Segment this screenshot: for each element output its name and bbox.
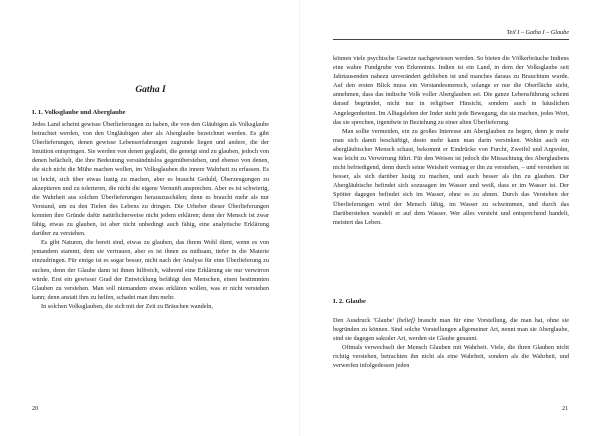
left-body-text (32, 120, 269, 311)
text-run: braucht man für eine Vorstellung, die man hat, ohne sie begründen zu können. Sind solche Vorstellungen allgemeiner Art, nennt man sie Aberglaube, sind sie dagegen sakraler Art, werden sie Glaube genannt. (333, 317, 570, 343)
header-rule (333, 39, 569, 40)
emphasis-text: (belief) (396, 317, 415, 324)
paragraph: Oftmals verwechselt der Mensch Glauben mit Wahrheit. Viele, die ihren Glauben nicht richtig verstehen, betrachten ihn nicht als eine Wahrheit, sondern als die Wahrheit, und verwerfen infolgedessen jeden (333, 344, 569, 370)
paragraph: In solchen Volksglauben, die sich mit der Zeit zu Bräuchen wandeln, (41, 302, 213, 310)
right-body-text-bottom (333, 316, 569, 371)
paragraph: Es gibt Naturen, die bereit sind, etwas zu glauben, das ihrem Wohl dient, wenn es von jemandem stammt, dem sie vertrauen, aber es ist ihnen zu mühsam, tiefer in die Materie einzudringen. Für einige ist es sogar besser, nicht nach der Analyse für eine Überlieferung zu suchen, denn der Glaube dann ist ihnen hilfreich, während eine Erklärung sie nur verwirren würde. Erst ein gewisser Grad der Entwicklung befähigt den Menschen, einen bestimmten Glauben zu verstehen. Man soll niemandem etwas erklären wollen, was er nicht verstehen kann; denn anstatt ihm zu helfen, schadet man ihm mehr. (32, 239, 269, 301)
book-gutter (299, 0, 300, 436)
paragraph: Man sollte vermeiden, ein zu großes Interesse am Aberglauben zu hegen, denn je mehr man sich damit beschäftigt, desto mehr kann man darin versinken. Wohin auch ein abergläubischer Mensch schaut, bekommt er Eindrücke von Furcht, Zweifel und Argwohn, was leicht zu Verwirrung führt. Für den Weisen ist jedoch die Missachtung des Aberglaubens nicht befriedigend, denn durch seine Weisheit vermag er ihn zu verstehen, – und verstehen ist besser, als sich darüber lustig zu machen, und auch besser als ihn zu glauben. Der Abergläubische befindet sich sozusagen im Wasser und weiß, dass er im Wasser ist. Der Spötter dagegen befindet sich im Wasser, ohne es zu ahnen. Durch das Verstehen der Überlieferungen wird der Mensch fähig, im Wasser zu schwimmen, und durch das Darüberstehen wandelt er auf dem Wasser. Wer alles versteht und entsprechend handelt, meistert das Leben. (333, 127, 569, 226)
section-heading-1: I. 1. Volksglaube und Aberglaube (32, 109, 126, 116)
text-run: Den Ausdruck 'Glaube' (333, 317, 397, 324)
page-number-right: 21 (562, 405, 569, 412)
right-body-text-top (333, 54, 569, 227)
page-number-left: 20 (32, 405, 39, 412)
paragraph: Jedes Land scheint gewisse Überlieferungen zu haben, die von den Gläubigen als Volksglaube betrachtet werden, von den Ungläubigen aber als Aberglaube bezeichnet werden. Es gibt Überlieferungen, denen gewisse Lebenserfahrungen zugrunde liegen und andere, die der Intuition entspringen. Sie werden von denen geglaubt, die geneigt sind zu glauben, jedoch von denen belächelt, die ihre Bedeutung verständnislos gegenüberstehen, und ebenso von denen, die sich nicht die Mühe machen wollen, im Volksglauben die innere Wahrheit zu erfassen. Es ist leicht, sich über etwas lustig zu machen, aber es braucht Geduld, Überzeugungen zu akzeptieren und zu tolerieren, die nicht die eigene Vernunft ansprechen. Aber es ist schwierig, die Wahrheit aus solchen Überlieferungen herauszuschälen; denn es braucht mehr als nur Verstand, um zu den Tiefen des Lebens zu dringen. Die Urheber dieser Überlieferungen konnten ihre Gründe dafür natürlicherweise nicht jedem erklären; denn der Mensch ist zwar fähig, etwas zu glauben, ist aber nicht unbedingt auch fähig, eine analytische Erklärung darüber zu verstehen. (32, 121, 269, 238)
paragraph: können viele psychische Gesetze nachgewiesen werden. So bieten die Völkerbräuche Indiens eine wahre Fundgrube von Erkenntnis. Indien ist ein Land, in dem der Volksglaube seit Jahrtausenden nahezu unverändert geblieben ist und manches daraus zu Brauchtum wurde. Auf den ersten Blick muss ein Verstandesmensch, solange er nur die Oberfläche sieht, annehmen, dass das indische Volk voller Aberglauben sei. Die ganze Lebensführung scheint darauf begründet, nicht nur in religiöser Hinsicht, sondern auch in häuslichen Angelegenheiten. Im Alltagsleben der Inder steht jede Bewegung, die sie machen, jedes Wort, das sie sprechen, irgendwie in Beziehung zu einer alten Überlieferung. (333, 55, 569, 126)
section-heading-2: I. 2. Glaube (333, 298, 366, 305)
chapter-title: Gatha I (135, 85, 166, 95)
paragraph (333, 316, 569, 343)
running-head: Teil I – Gatha I – Glaube (506, 29, 569, 36)
